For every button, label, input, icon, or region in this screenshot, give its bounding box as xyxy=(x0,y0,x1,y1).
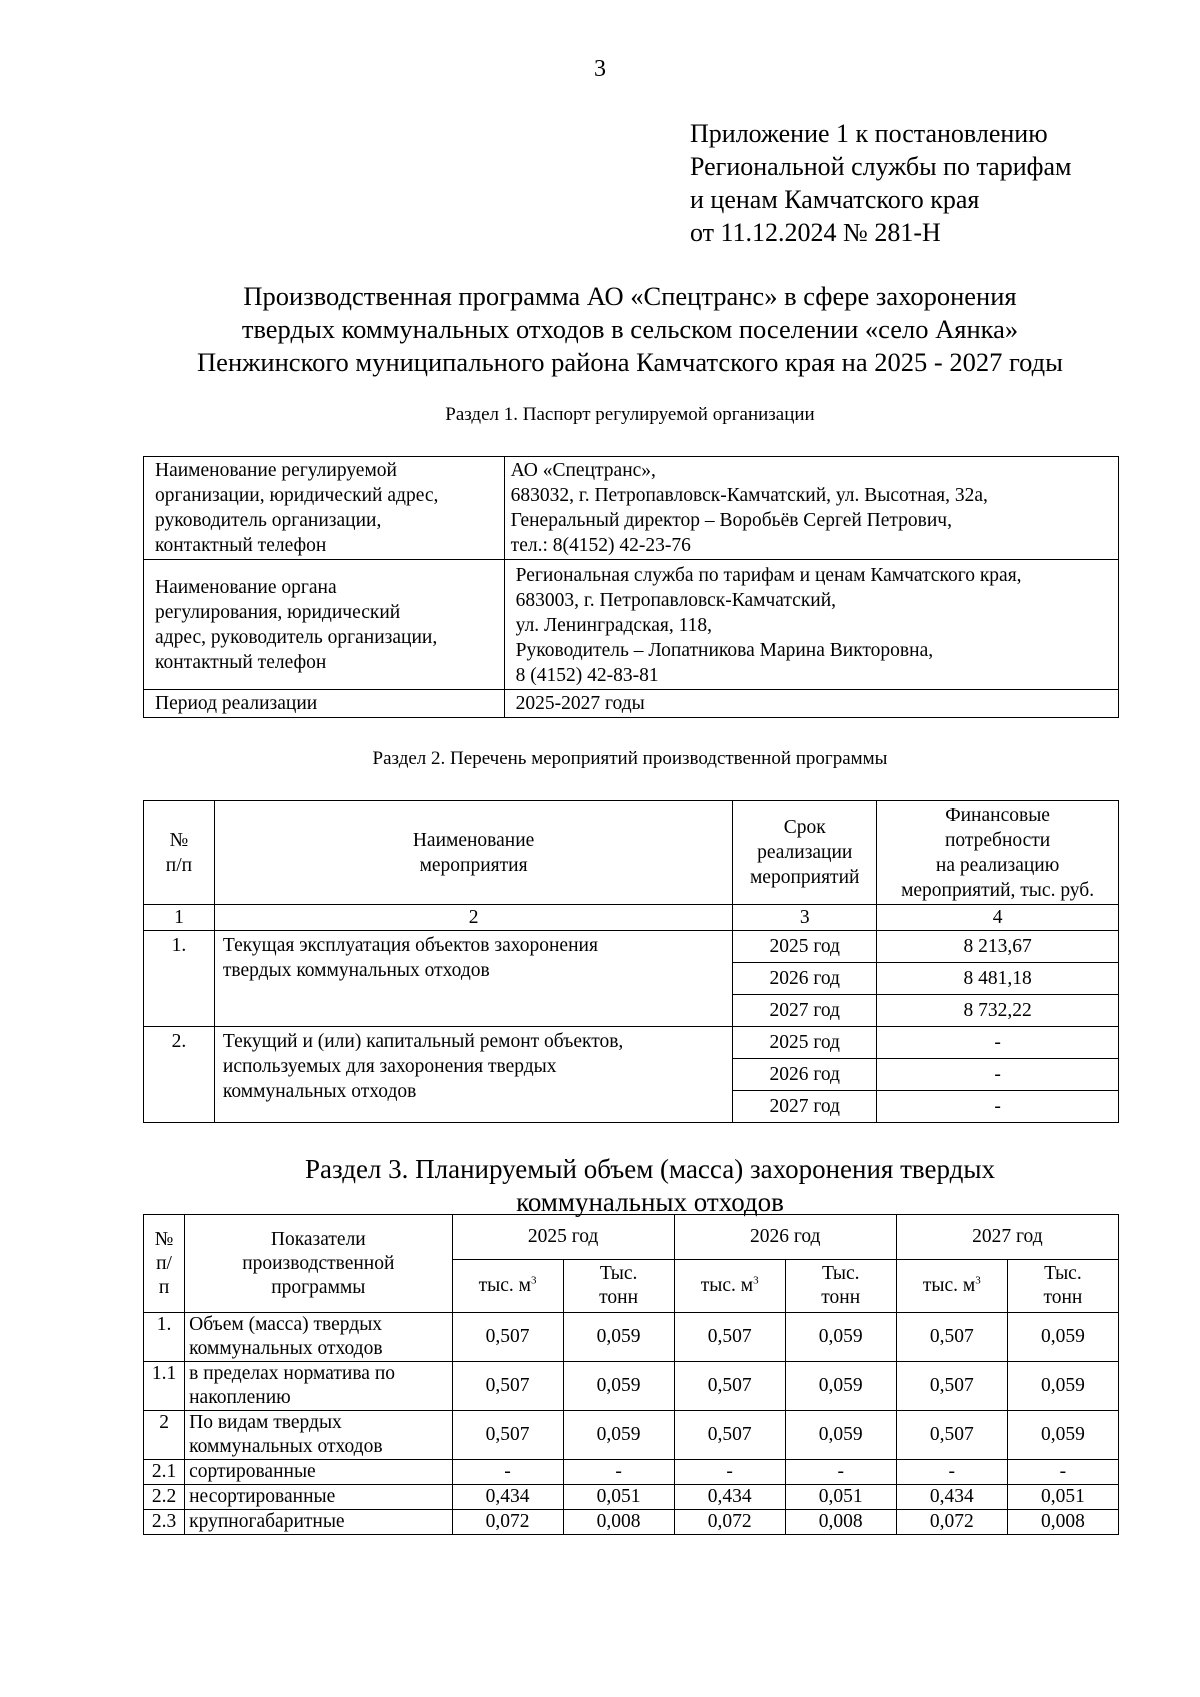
indicator-cell xyxy=(185,1485,452,1510)
value-cell: 0,051 xyxy=(1007,1485,1118,1510)
cell-line: мероприятий, тыс. руб. xyxy=(901,879,1095,901)
document-title xyxy=(0,280,1200,379)
indicator-cell xyxy=(185,1510,452,1535)
cell-line: Тыс. xyxy=(599,1263,638,1284)
cell-line: адрес, руководитель организации, xyxy=(155,626,438,648)
table-row xyxy=(144,1411,1119,1460)
value-cell: 0,059 xyxy=(785,1313,896,1362)
table-header-row xyxy=(144,801,1119,905)
value-cell: 0,059 xyxy=(785,1362,896,1411)
table-row xyxy=(144,1485,1119,1510)
header-cell xyxy=(785,1260,896,1313)
value-cell: 0,051 xyxy=(563,1485,674,1510)
header-cell: 2027 год xyxy=(896,1215,1118,1260)
row-number-cell: 1. xyxy=(144,1313,185,1362)
value-cell: 0,072 xyxy=(896,1510,1007,1535)
value-cell: 0,008 xyxy=(785,1510,896,1535)
appendix-line: и ценам Камчатского края xyxy=(690,185,980,214)
cell-line: Текущий и (или) капитальный ремонт объектов, xyxy=(222,1031,624,1052)
cell-line: п/п xyxy=(165,854,193,876)
table-cell: 2027 год xyxy=(733,995,877,1027)
header-cell xyxy=(1007,1260,1118,1313)
cell-line: крупногабаритные xyxy=(189,1511,345,1532)
value-cell: 0,059 xyxy=(1007,1411,1118,1460)
table-cell: 2025 год xyxy=(733,1027,877,1059)
value-cell: 0,507 xyxy=(896,1313,1007,1362)
title-line: Производственная программа АО «Спецтранс» в сфере захоронения xyxy=(243,281,1017,311)
cell-line: несортированные xyxy=(189,1486,336,1507)
cell-line: Текущая эксплуатация объектов захоронения xyxy=(222,935,598,956)
section2-heading: Раздел 2. Перечень мероприятий производственной программы xyxy=(372,748,888,769)
table-cell: 2026 год xyxy=(733,1059,877,1091)
cell-line: Тыс. xyxy=(821,1263,860,1284)
cell-line: производственной xyxy=(242,1252,395,1274)
measures-table xyxy=(143,800,1119,1123)
cell-line: контактный телефон xyxy=(155,535,327,556)
cell-line: используемых для захоронения твердых xyxy=(222,1056,557,1077)
heading-line: Раздел 3. Планируемый объем (масса) захоронения твердых xyxy=(305,1154,995,1184)
table-row xyxy=(144,1460,1119,1485)
title-line: Пенжинского муниципального района Камчатского края на 2025 - 2027 годы xyxy=(197,347,1063,377)
table-cell: - xyxy=(877,1091,1119,1123)
cell-line: сортированные xyxy=(189,1461,316,1482)
table-row xyxy=(144,1027,1119,1059)
cell-line: коммунальных отходов xyxy=(222,1081,417,1102)
unit-superscript: 3 xyxy=(753,1274,759,1287)
row-number-cell: 2 xyxy=(144,1411,185,1460)
table-row xyxy=(144,560,1119,690)
value-cell: 0,059 xyxy=(563,1313,674,1362)
value-cell: 0,434 xyxy=(896,1485,1007,1510)
cell-line: Наименование органа xyxy=(155,576,337,598)
table-cell xyxy=(504,560,1118,690)
passport-table xyxy=(143,456,1119,718)
section3-heading xyxy=(250,1153,1050,1219)
cell-line: тонн xyxy=(599,1287,639,1308)
cell-line: ул. Ленинградская, 118, xyxy=(515,615,713,636)
cell-line: Срок xyxy=(783,817,826,838)
value-cell: 0,507 xyxy=(452,1362,563,1411)
indicator-cell xyxy=(185,1460,452,1485)
cell-line: По видам твердых xyxy=(189,1412,342,1433)
table-cell: 2027 год xyxy=(733,1091,877,1123)
value-cell: 0,507 xyxy=(674,1313,785,1362)
value-cell: 0,059 xyxy=(785,1411,896,1460)
unit-label: тыс. м xyxy=(478,1275,531,1296)
value-cell: 0,059 xyxy=(1007,1362,1118,1411)
header-cell xyxy=(452,1260,563,1313)
table-cell: 8 213,67 xyxy=(877,931,1119,963)
cell-line: № xyxy=(154,1228,174,1250)
table-cell: - xyxy=(877,1059,1119,1091)
header-cell xyxy=(877,801,1119,905)
value-cell: 0,507 xyxy=(452,1313,563,1362)
cell-line: АО «Спецтранс», xyxy=(510,460,656,481)
value-cell: - xyxy=(563,1460,674,1485)
cell-line: Наименование xyxy=(412,829,535,851)
column-number-row xyxy=(144,905,1119,931)
cell-line: тонн xyxy=(821,1287,861,1308)
header-cell xyxy=(144,1215,185,1313)
row-number-cell: 2.2 xyxy=(144,1485,185,1510)
header-cell xyxy=(896,1260,1007,1313)
cell-line: Период реализации xyxy=(155,693,318,714)
header-cell xyxy=(144,801,215,905)
table-cell: 2026 год xyxy=(733,963,877,995)
table-cell xyxy=(214,931,732,1027)
waste-volume-table xyxy=(143,1214,1119,1535)
table-cell: 2025 год xyxy=(733,931,877,963)
table-cell: 4 xyxy=(877,905,1119,931)
cell-line: тел.: 8(4152) 42-23-76 xyxy=(510,535,691,556)
cell-line: руководитель организации, xyxy=(155,510,382,531)
unit-superscript: 3 xyxy=(530,1274,537,1287)
value-cell: 0,008 xyxy=(1007,1510,1118,1535)
indicator-cell xyxy=(185,1362,452,1411)
row-number-cell: 2.1 xyxy=(144,1460,185,1485)
value-cell: 0,059 xyxy=(563,1362,674,1411)
value-cell: 0,434 xyxy=(674,1485,785,1510)
table-cell xyxy=(144,690,505,718)
cell-line: организации, юридический адрес, xyxy=(155,485,439,506)
title-line: твердых коммунальных отходов в сельском поселении «село Аянка» xyxy=(241,314,1019,344)
cell-line: № xyxy=(169,829,189,851)
cell-line: контактный телефон xyxy=(155,651,327,673)
appendix-line: Приложение 1 к постановлению xyxy=(690,119,1048,148)
table-row xyxy=(144,1313,1119,1362)
indicator-cell xyxy=(185,1411,452,1460)
table-row xyxy=(144,1510,1119,1535)
header-cell xyxy=(733,801,877,905)
header-cell: 2025 год xyxy=(452,1215,674,1260)
header-cell xyxy=(214,801,732,905)
cell-line: реализации xyxy=(757,842,853,863)
row-number-cell: 1.1 xyxy=(144,1362,185,1411)
cell-line: Наименование регулируемой xyxy=(155,460,397,481)
cell-line: программы xyxy=(271,1276,366,1298)
cell-line: Объем (масса) твердых xyxy=(189,1314,383,1335)
appendix-line: от 11.12.2024 № 281-Н xyxy=(690,218,941,247)
table-cell: - xyxy=(877,1027,1119,1059)
header-cell xyxy=(674,1260,785,1313)
cell-line: Региональная служба по тарифам и ценам Камчатского края, xyxy=(515,565,1022,586)
table-row xyxy=(144,457,1119,560)
header-cell xyxy=(185,1215,452,1313)
value-cell: 0,059 xyxy=(563,1411,674,1460)
cell-line: 2025-2027 годы xyxy=(515,693,645,714)
table-cell xyxy=(504,690,1118,718)
unit-superscript: 3 xyxy=(975,1274,981,1287)
value-cell: 0,507 xyxy=(896,1362,1007,1411)
cell-line: п xyxy=(158,1276,170,1298)
value-cell: - xyxy=(674,1460,785,1485)
value-cell: 0,051 xyxy=(785,1485,896,1510)
value-cell: 0,507 xyxy=(896,1411,1007,1460)
cell-line: 683003, г. Петропавловск-Камчатский, xyxy=(515,590,837,611)
header-cell: 2026 год xyxy=(674,1215,896,1260)
cell-line: Показатели xyxy=(270,1228,366,1250)
table-header-row xyxy=(144,1215,1119,1260)
value-cell: - xyxy=(1007,1460,1118,1485)
cell-line: п/ xyxy=(156,1252,172,1274)
cell-line: в пределах норматива по xyxy=(189,1363,395,1384)
table-cell: 1. xyxy=(144,931,215,1027)
value-cell: - xyxy=(896,1460,1007,1485)
cell-line: регулирования, юридический xyxy=(155,601,401,623)
cell-line: тонн xyxy=(1043,1287,1083,1308)
table-row xyxy=(144,690,1119,718)
cell-line: на реализацию xyxy=(935,854,1060,876)
table-cell xyxy=(504,457,1118,560)
cell-line: мероприятия xyxy=(419,854,528,876)
table-cell: 8 481,18 xyxy=(877,963,1119,995)
appendix-note xyxy=(690,117,1071,249)
table-cell: 3 xyxy=(733,905,877,931)
table-cell: 1 xyxy=(144,905,215,931)
value-cell: - xyxy=(452,1460,563,1485)
cell-line: твердых коммунальных отходов xyxy=(222,960,490,981)
value-cell: - xyxy=(785,1460,896,1485)
unit-label: тыс. м xyxy=(700,1275,754,1296)
unit-label: тыс. м xyxy=(922,1275,976,1296)
value-cell: 0,072 xyxy=(452,1510,563,1535)
row-number-cell: 2.3 xyxy=(144,1510,185,1535)
cell-line: Тыс. xyxy=(1044,1263,1082,1284)
cell-line: коммунальных отходов xyxy=(189,1338,383,1359)
cell-line: мероприятий xyxy=(749,867,860,888)
cell-line: Финансовые xyxy=(945,804,1050,826)
table-row xyxy=(144,1362,1119,1411)
cell-line: коммунальных отходов xyxy=(189,1436,383,1457)
cell-line: Руководитель – Лопатникова Марина Викторовна, xyxy=(515,640,934,661)
table-cell: 2 xyxy=(214,905,732,931)
cell-line: потребности xyxy=(944,829,1051,851)
cell-line: 683032, г. Петропавловск-Камчатский, ул. Высотная, 32а, xyxy=(510,485,988,506)
header-cell xyxy=(563,1260,674,1313)
cell-line: Генеральный директор – Воробьёв Сергей Петрович, xyxy=(510,510,952,531)
value-cell: 0,507 xyxy=(452,1411,563,1460)
value-cell: 0,507 xyxy=(674,1362,785,1411)
value-cell: 0,434 xyxy=(452,1485,563,1510)
table-body xyxy=(144,1313,1119,1535)
value-cell: 0,008 xyxy=(563,1510,674,1535)
table-cell: 8 732,22 xyxy=(877,995,1119,1027)
page-number: 3 xyxy=(594,56,606,82)
section1-heading: Раздел 1. Паспорт регулируемой организации xyxy=(445,404,815,425)
value-cell: 0,507 xyxy=(674,1411,785,1460)
table-cell: 2. xyxy=(144,1027,215,1123)
indicator-cell xyxy=(185,1313,452,1362)
heading-line: коммунальных отходов xyxy=(516,1187,784,1217)
table-cell xyxy=(144,560,505,690)
value-cell: 0,059 xyxy=(1007,1313,1118,1362)
table-cell xyxy=(144,457,505,560)
table-cell xyxy=(214,1027,732,1123)
table-row xyxy=(144,931,1119,963)
cell-line: накоплению xyxy=(189,1387,291,1408)
cell-line: 8 (4152) 42-83-81 xyxy=(515,665,659,686)
appendix-line: Региональной службы по тарифам xyxy=(690,152,1072,181)
value-cell: 0,072 xyxy=(674,1510,785,1535)
